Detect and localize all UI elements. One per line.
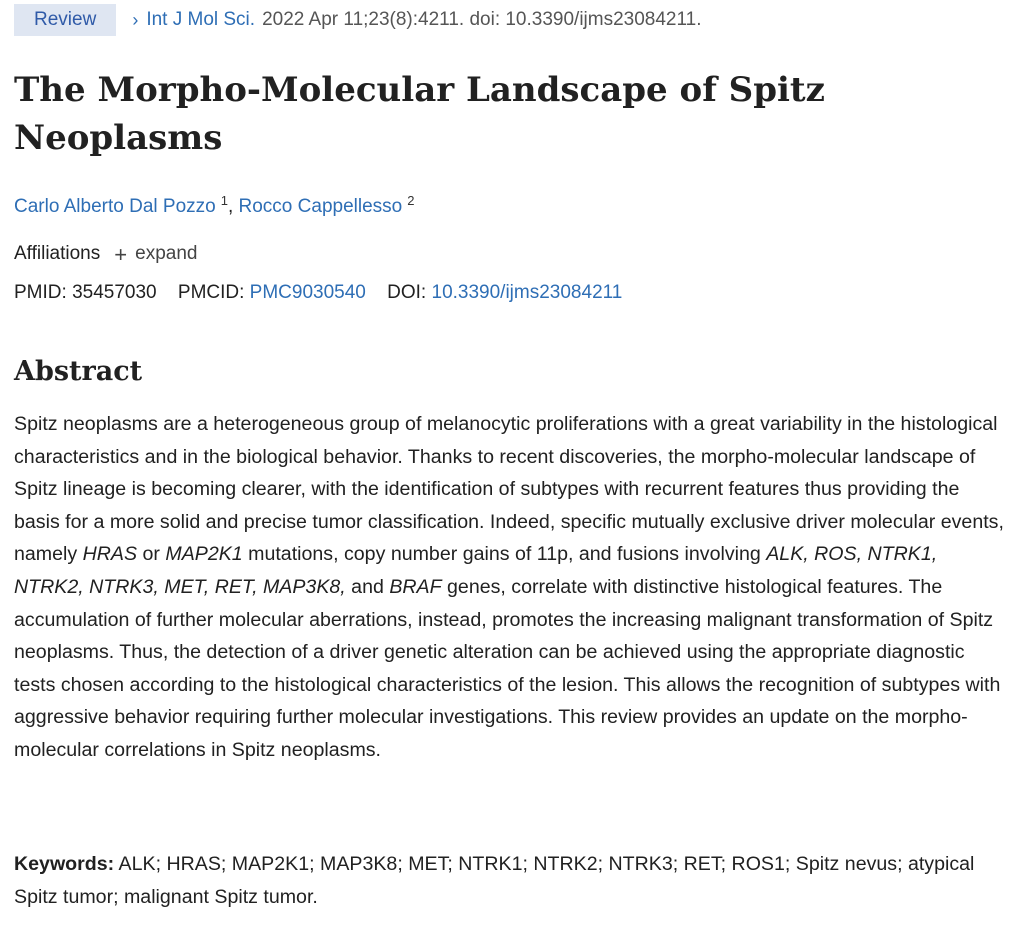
abstract-text-part-5: genes, correlate with distinctive histological features. The accumulation of further molecular aberrations, instead, promotes the increasing malignant transformation of Spitz neoplasms. Thus, the detection of a driver genetic alteration can be achieved using the appropriate diagnostic tests chosen according to the histological characteristics of the lesion. This allows the recognition of subtypes with aggressive behavior requiring further molecular investigations. This review provides an update on the morpho-molecular correlations in Spitz neoplasms. bbox=[14, 575, 1001, 761]
affiliations-row bbox=[14, 243, 197, 265]
chevron-right-icon[interactable]: › bbox=[132, 9, 139, 30]
gene-braf: BRAF bbox=[389, 575, 442, 598]
abstract-text-part-2: or bbox=[137, 543, 166, 566]
affiliations-label: Affiliations bbox=[14, 243, 101, 264]
author-separator: , bbox=[227, 196, 234, 217]
plus-icon: + bbox=[114, 241, 128, 267]
expand-label: expand bbox=[135, 243, 198, 264]
pmcid-link[interactable]: PMC9030540 bbox=[249, 282, 366, 303]
citation-details: 2022 Apr 11;23(8):4211. doi: 10.3390/ijms23084211. bbox=[262, 9, 702, 30]
pmid-label: PMID: bbox=[14, 282, 67, 303]
pmcid-label: PMCID: bbox=[177, 282, 245, 303]
doi-link[interactable]: 10.3390/ijms23084211 bbox=[431, 282, 623, 303]
abstract-heading: Abstract bbox=[14, 356, 143, 387]
author-affiliation-sup-1[interactable]: 1 bbox=[220, 193, 228, 208]
keywords bbox=[14, 848, 1004, 913]
author-affiliation-sup-2[interactable]: 2 bbox=[407, 193, 415, 208]
article-title: The Morpho-Molecular Landscape of Spitz Neoplasms bbox=[14, 70, 825, 158]
author-link-2[interactable]: Rocco Cappellesso bbox=[238, 196, 403, 217]
abstract-text-part-4: and bbox=[345, 575, 390, 598]
keywords-text: ALK; HRAS; MAP2K1; MAP3K8; MET; NTRK1; NTRK2; NTRK3; RET; ROS1; Spitz nevus; atypical Spitz tumor; malignant Spitz tumor. bbox=[14, 853, 975, 908]
doi-label: DOI: bbox=[387, 282, 427, 303]
citation-bar bbox=[14, 4, 702, 36]
affiliations-expand-button[interactable] bbox=[114, 243, 197, 265]
journal-link[interactable]: Int J Mol Sci. bbox=[146, 9, 256, 30]
gene-hras: HRAS bbox=[82, 543, 138, 566]
abstract-text-part-1: Spitz neoplasms are a heterogeneous group of melanocytic proliferations with a great variability in the histological characteristics and in the biological behavior. Thanks to recent discoveries, the morpho-molecular landscape of Spitz lineage is becoming clearer, with the identification of subtypes with recurrent features thus providing the basis for a more solid and precise tumor classification. Indeed, specific mutually exclusive driver molecular events, namely bbox=[14, 413, 1004, 566]
author-link-1[interactable]: Carlo Alberto Dal Pozzo bbox=[14, 196, 216, 217]
abstract-text-part-3: mutations, copy number gains of 11p, and fusions involving bbox=[242, 543, 767, 566]
authors-list bbox=[14, 193, 414, 218]
identifiers-row bbox=[14, 282, 638, 304]
abstract-text bbox=[14, 408, 1004, 767]
pmid-value: 35457030 bbox=[72, 282, 157, 303]
keywords-label: Keywords: bbox=[14, 853, 115, 875]
gene-map2k1: MAP2K1 bbox=[165, 543, 243, 566]
gene-fusion-list: ALK, ROS, NTRK1, NTRK2, NTRK3, MET, RET, MAP3K8, bbox=[14, 543, 938, 598]
publication-type-badge[interactable]: Review bbox=[14, 4, 116, 36]
